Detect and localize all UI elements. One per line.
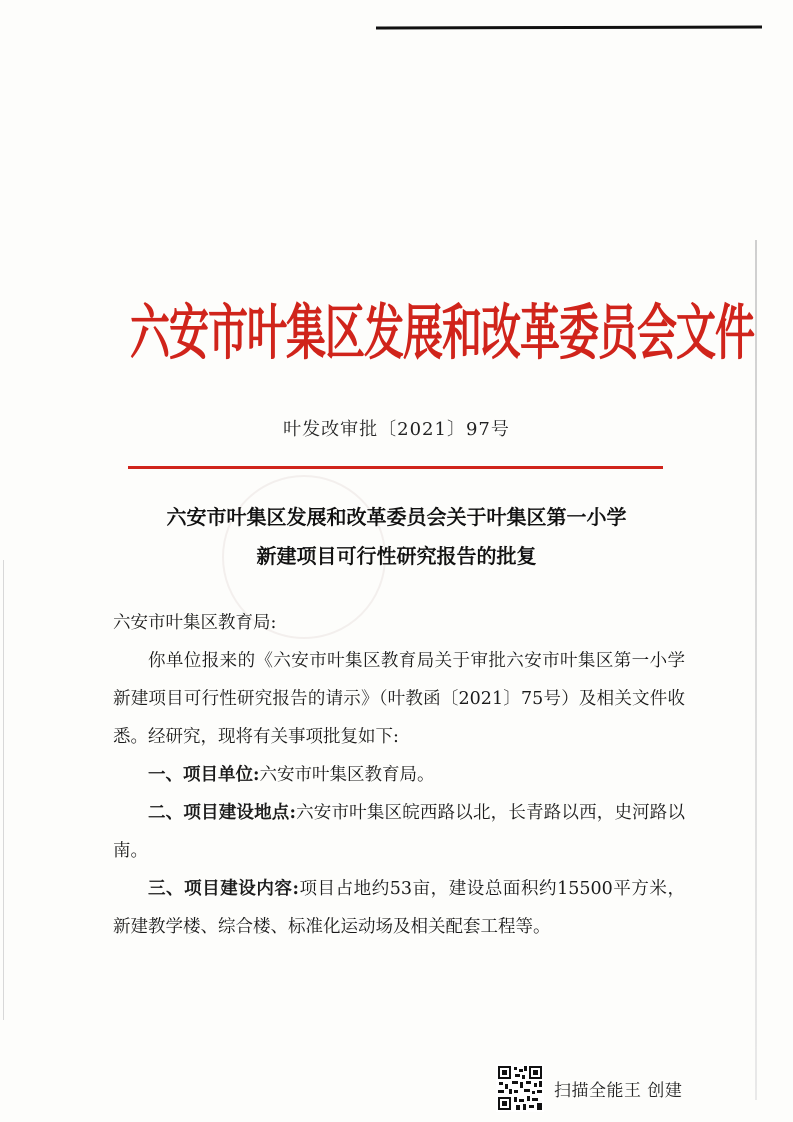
document-title-line1: 六安市叶集区发展和改革委员会关于叶集区第一小学: [166, 505, 627, 529]
item1-label: 一、项目单位:: [148, 765, 260, 785]
red-divider: [128, 466, 663, 469]
item3-label: 三、项目建设内容:: [148, 879, 299, 899]
qr-code-icon[interactable]: [496, 1064, 544, 1112]
scanner-app-label: 扫描全能王 创建: [554, 1080, 683, 1101]
document-body: [113, 604, 685, 946]
item2-label: 二、项目建设地点:: [148, 803, 296, 823]
item2-text: 六安市叶集区皖西路以北，长青路以西，史河路以南。: [113, 803, 685, 861]
document-number: 叶发改审批〔2021〕97号: [283, 419, 510, 440]
item-project-location: [113, 794, 685, 870]
item1-text: 六安市叶集区教育局。: [259, 765, 435, 785]
scan-edge-top: [376, 25, 762, 29]
item-project-unit: [113, 756, 685, 794]
addressee: 六安市叶集区教育局:: [113, 613, 277, 633]
document-title-line2: 新建项目可行性研究报告的批复: [256, 544, 537, 568]
scan-edge-left: [3, 560, 4, 1020]
document-title: [0, 498, 793, 576]
item3-text: 项目占地约53亩，建设总面积约15500平方米，新建教学楼、综合楼、标准化运动场及相关配套工程等。: [113, 879, 685, 937]
scan-edge-right: [755, 240, 757, 1100]
scanner-watermark: [496, 1063, 682, 1113]
intro-paragraph: 你单位报来的《六安市叶集区教育局关于审批六安市叶集区第一小学新建项目可行性研究报告的请示》（叶教函〔2021〕75号）及相关文件收悉。经研究，现将有关事项批复如下:: [113, 651, 685, 747]
letterhead-title: 六安市叶集区发展和改革委员会文件: [130, 298, 754, 369]
item-project-content: [113, 870, 685, 946]
